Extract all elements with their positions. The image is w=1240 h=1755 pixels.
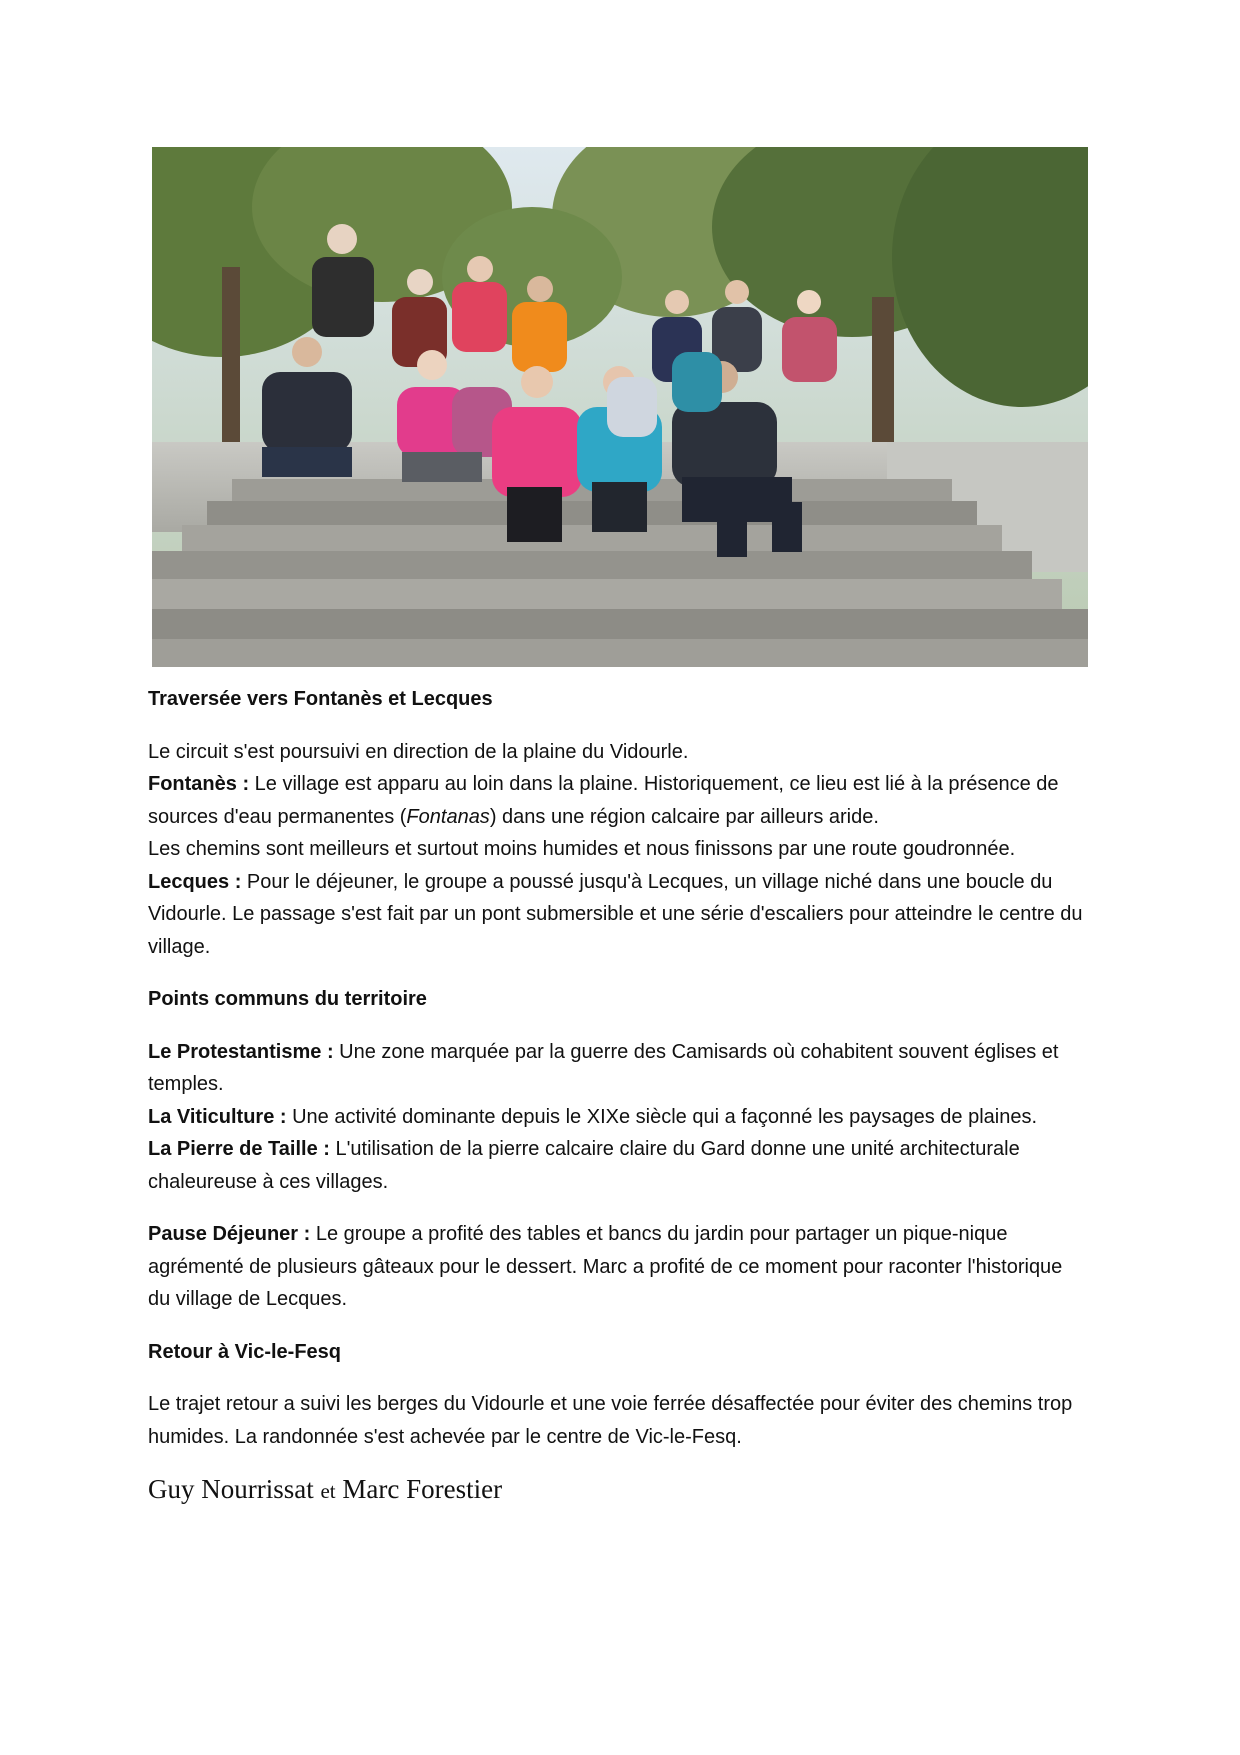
signature	[148, 1474, 502, 1505]
signature-separator: et	[320, 1479, 336, 1503]
group-photo-icon	[152, 147, 1088, 667]
protestantisme-line	[148, 1036, 1088, 1101]
viticulture-text: Une activité dominante depuis le XIXe siècle qui a façonné les paysages de plaines.	[286, 1105, 1038, 1128]
lecques-text: Pour le déjeuner, le groupe a poussé jusqu'à Lecques, un village niché dans une boucle du Vidourle. Le passage s'est fait par un pont submersible et une série d'escaliers pour atteindre le centre du village.	[148, 870, 1083, 958]
pierre-label: La Pierre de Taille :	[148, 1138, 330, 1160]
pierre-line	[148, 1133, 1088, 1198]
viticulture-label: La Viticulture :	[148, 1105, 287, 1128]
paragraph-traversee	[148, 736, 1088, 964]
viticulture-line	[148, 1101, 1088, 1134]
lecques-line	[148, 866, 1088, 964]
pause-text: Le groupe a profité des tables et bancs du jardin pour partager un pique-nique agrémenté de plusieurs gâteaux pour le dessert. Marc a profité de ce moment pour raconter l'historique du village de Lecques.	[148, 1223, 1063, 1310]
section-title-traversee: Traversée vers Fontanès et Lecques	[148, 688, 493, 710]
fontanes-text-2: ) dans une région calcaire par ailleurs aride.	[489, 805, 879, 828]
paragraph-pause	[148, 1218, 1088, 1316]
lecques-label: Lecques :	[148, 870, 242, 893]
chemins-line: Les chemins sont meilleurs et surtout moins humides et nous finissons par une route goudronnée.	[148, 838, 1016, 860]
article-body	[148, 683, 1088, 1453]
fontanes-label: Fontanès :	[148, 773, 250, 795]
fontanes-line	[148, 768, 1088, 833]
pause-label: Pause Déjeuner :	[148, 1223, 311, 1245]
section-title-points-communs: Points communs du territoire	[148, 988, 427, 1010]
protestantisme-text: Une zone marquée par la guerre des Camisards où cohabitent souvent églises et temples.	[148, 1040, 1059, 1095]
intro-line: Le circuit s'est poursuivi en direction de la plaine du Vidourle.	[148, 740, 689, 763]
author-2: Marc Forestier	[342, 1474, 503, 1504]
fontanas-italic: Fontanas	[406, 805, 490, 828]
author-1: Guy Nourrissat	[148, 1474, 314, 1504]
pierre-text: L'utilisation de la pierre calcaire claire du Gard donne une unité architecturale chaleureuse à ces villages.	[148, 1138, 1020, 1193]
protestantisme-label: Le Protestantisme :	[148, 1040, 334, 1063]
section-title-retour: Retour à Vic-le-Fesq	[148, 1340, 342, 1363]
group-photo	[152, 147, 1088, 667]
fontanes-text-1: Le village est apparu au loin dans la plaine. Historiquement, ce lieu est lié à la présence de sources d'eau permanentes (	[148, 773, 1059, 828]
paragraph-retour: Le trajet retour a suivi les berges du Vidourle et une voie ferrée désaffectée pour éviter des chemins trop humides. La randonnée s'est achevée par le centre de Vic-le-Fesq.	[148, 1393, 1073, 1448]
paragraph-points-communs	[148, 1036, 1088, 1199]
